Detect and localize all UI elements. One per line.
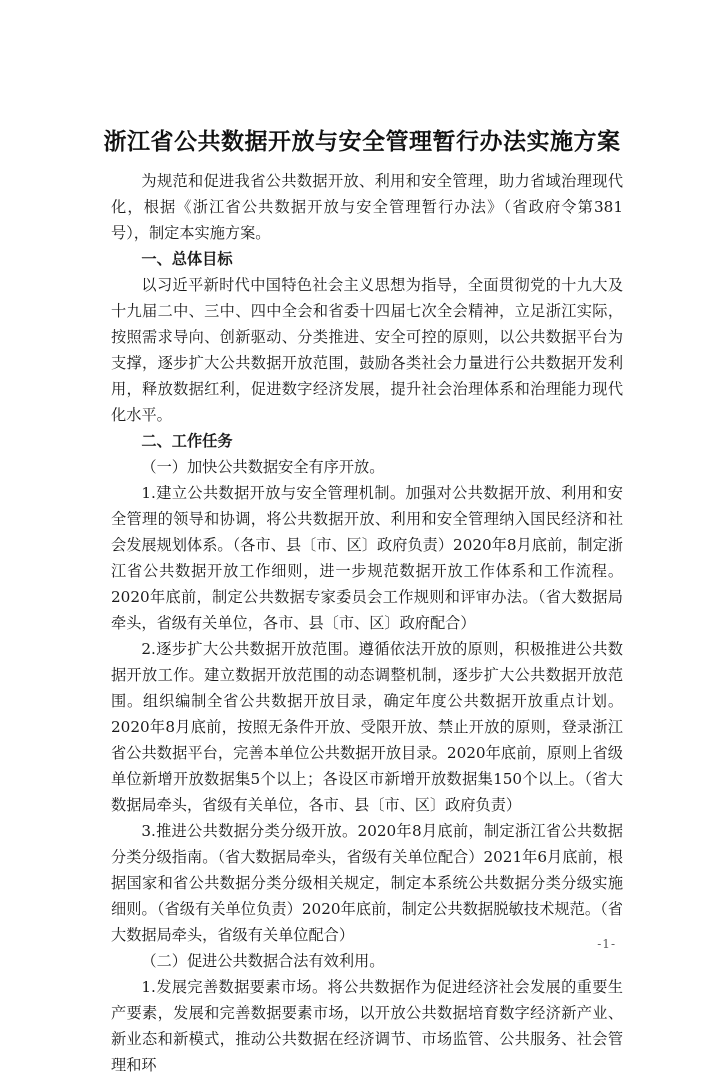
task-paragraph-4: 1.发展完善数据要素市场。将公共数据作为促进经济社会发展的重要生产要素，发展和完善数据要素市场，以开放公共数据培育数字经济新产业、新业态和新模式，推动公共数据在经济调节、市场监管、公共服务、社会管理和环: [111, 978, 623, 1074]
subsection-heading-open-data: （一）加快公共数据安全有序开放。: [141, 458, 385, 476]
document-body: [111, 168, 623, 1078]
page-number: -1-: [597, 937, 616, 951]
task-paragraph-2: 2.逐步扩大公共数据开放范围。遵循依法开放的原则，积极推进公共数据开放工作。建立数据开放范围的动态调整机制，逐步扩大公共数据开放范围。组织编制全省公共数据开放目录，确定年度公共数据开放重点计划。2020年8月底前，按照无条件开放、受限开放、禁止开放的原则，登录浙江省公共数据平台，完善本单位公共数据开放目录。2020年底前，原则上省级单位新增开放数据集5个以上；各设区市新增开放数据集150个以上。（省大数据局牵头，省级有关单位，各市、县〔市、区〕政府负责）: [111, 640, 623, 814]
intro-paragraph: 为规范和促进我省公共数据开放、利用和安全管理，助力省域治理现代化，根据《浙江省公共数据开放与安全管理暂行办法》（省政府令第381号），制定本实施方案。: [111, 172, 623, 242]
document-title: 浙江省公共数据开放与安全管理暂行办法实施方案: [103, 129, 621, 156]
section-heading-overall-goal: 一、总体目标: [141, 250, 233, 268]
task-paragraph-1: 1.建立公共数据开放与安全管理机制。加强对公共数据开放、利用和安全管理的领导和协调，将公共数据开放、利用和安全管理纳入国民经济和社会发展规划体系。（各市、县〔市、区〕政府负责）2020年8月底前，制定浙江省公共数据开放工作细则，进一步规范数据开放工作体系和工作流程。2020年底前，制定公共数据专家委员会工作规则和评审办法。（省大数据局牵头，省级有关单位，各市、县〔市、区〕政府配合）: [111, 484, 623, 632]
section-heading-tasks: 二、工作任务: [141, 432, 233, 450]
subsection-heading-data-use: （二）促进公共数据合法有效利用。: [141, 952, 385, 970]
overall-goal-paragraph: 以习近平新时代中国特色社会主义思想为指导，全面贯彻党的十九大及十九届二中、三中、四中全会和省委十四届七次全会精神，立足浙江实际，按照需求导向、创新驱动、分类推进、安全可控的原则，以公共数据平台为支撑，逐步扩大公共数据开放范围，鼓励各类社会力量进行公共数据开发利用，释放数据红利，促进数字经济发展，提升社会治理体系和治理能力现代化水平。: [111, 276, 623, 424]
task-paragraph-3: 3.推进公共数据分类分级开放。2020年8月底前，制定浙江省公共数据分类分级指南。（省大数据局牵头，省级有关单位配合）2021年6月底前，根据国家和省公共数据分类分级相关规定，制定本系统公共数据分类分级实施细则。（省级有关单位负责）2020年底前，制定公共数据脱敏技术规范。（省大数据局牵头，省级有关单位配合）: [111, 822, 623, 944]
